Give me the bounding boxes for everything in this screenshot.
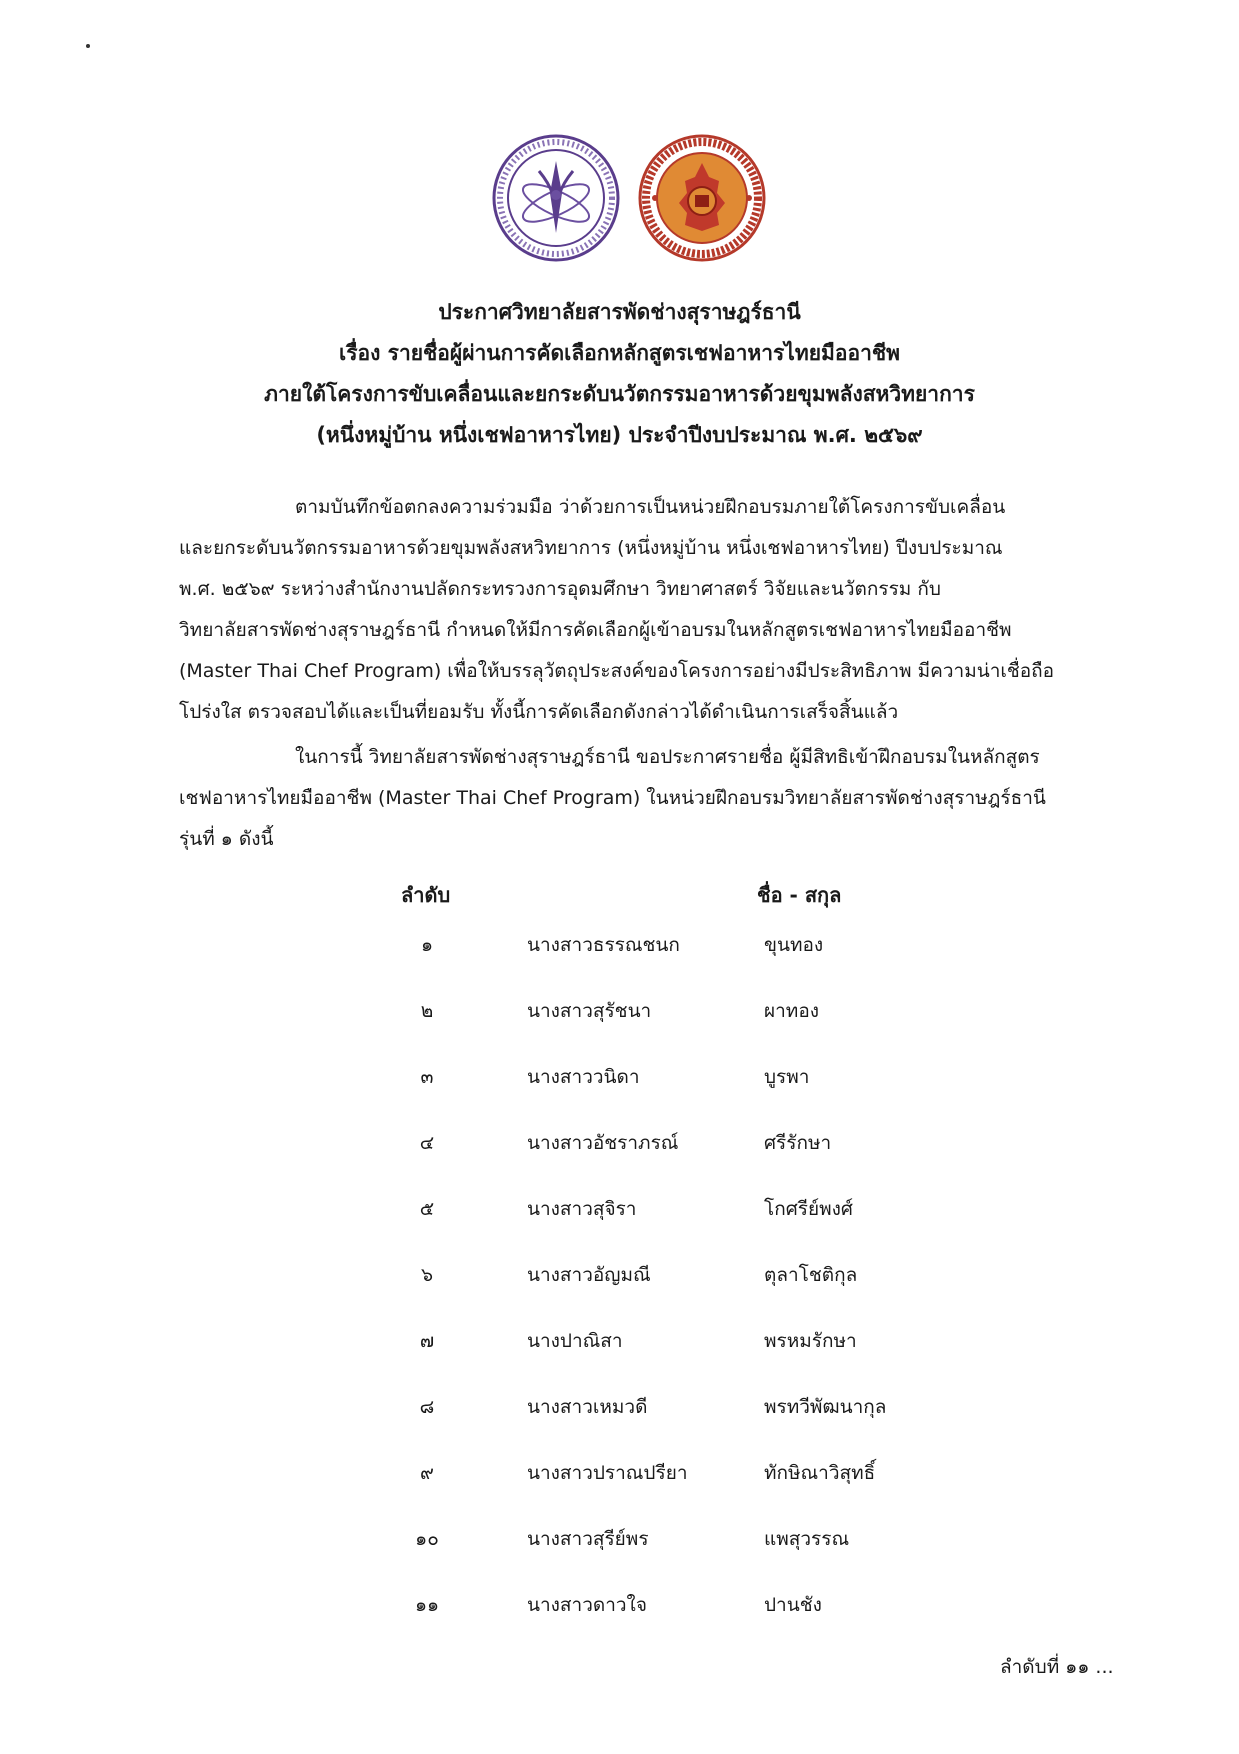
college-seal-icon	[637, 133, 767, 263]
list-item	[0, 1392, 1239, 1432]
row-first-name: นางสาวสุรีย์พร	[527, 1528, 649, 1550]
announcement-title	[0, 292, 1239, 456]
paragraph-2-line: เชฟอาหารไทยมืออาชีพ (Master Thai Chef Program) ในหน่วยฝึกอบรมวิทยาลัยสารพัดช่างสุราษฎร์ธานี	[179, 787, 1046, 809]
paragraph-2	[179, 737, 1124, 860]
row-last-name: ปานชัง	[764, 1594, 822, 1616]
list-item	[0, 1128, 1239, 1168]
row-number: ๗	[419, 1330, 435, 1352]
row-last-name: พรหมรักษา	[764, 1330, 857, 1352]
list-item	[0, 930, 1239, 970]
row-last-name: ศรีรักษา	[764, 1132, 832, 1154]
row-number: ๑๑	[414, 1594, 440, 1616]
title-line-1: ประกาศวิทยาลัยสารพัดช่างสุราษฎร์ธานี	[438, 300, 801, 324]
page-continuation: ลำดับที่ ๑๑ ...	[1000, 1656, 1114, 1678]
header-name: ชื่อ - สกุล	[757, 883, 842, 907]
paragraph-2-line: รุ่นที่ ๑ ดังนี้	[179, 828, 274, 850]
title-line-4: (หนึ่งหมู่บ้าน หนึ่งเชฟอาหารไทย) ประจำปีงบประมาณ พ.ศ. ๒๕๖๙	[316, 423, 923, 447]
list-item	[0, 1458, 1239, 1498]
title-line-3: ภายใต้โครงการขับเคลื่อนและยกระดับนวัตกรรมอาหารด้วยขุมพลังสหวิทยาการ	[264, 382, 975, 406]
row-number: ๖	[420, 1264, 434, 1286]
row-first-name: นางสาวสุจิรา	[527, 1198, 637, 1220]
row-number: ๙	[420, 1462, 434, 1484]
list-item	[0, 1326, 1239, 1366]
list-item	[0, 1194, 1239, 1234]
row-first-name: นางปาณิสา	[527, 1330, 623, 1352]
row-first-name: นางสาวอัชราภรณ์	[527, 1132, 679, 1154]
row-first-name: นางสาวสุรัชนา	[527, 1000, 652, 1022]
row-last-name: พรทวีพัฒนากุล	[764, 1396, 887, 1418]
row-last-name: ผาทอง	[764, 1000, 820, 1022]
paragraph-1-line: วิทยาลัยสารพัดช่างสุราษฎร์ธานี กำหนดให้มีการคัดเลือกผู้เข้าอบรมในหลักสูตรเชฟอาหารไทยมืออาชีพ	[179, 619, 1012, 641]
scan-speck	[86, 44, 90, 48]
paragraph-1-line: พ.ศ. ๒๕๖๙ ระหว่างสำนักงานปลัดกระทรวงการอุดมศึกษา วิทยาศาสตร์ วิจัยและนวัตกรรม กับ	[179, 578, 941, 600]
logo-row	[0, 133, 1239, 268]
paragraph-1-line: (Master Thai Chef Program) เพื่อให้บรรลุวัตถุประสงค์ของโครงการอย่างมีประสิทธิภาพ มีความน่าเชื่อถือ	[179, 660, 1055, 682]
list-item	[0, 1260, 1239, 1300]
row-number: ๕	[419, 1198, 435, 1220]
row-last-name: บูรพา	[764, 1066, 810, 1088]
row-first-name: นางสาวเหมวดี	[527, 1396, 648, 1418]
ministry-seal-logo	[491, 133, 621, 263]
paragraph-2-line: ในการนี้ วิทยาลัยสารพัดช่างสุราษฎร์ธานี ขอประกาศรายชื่อ ผู้มีสิทธิเข้าฝึกอบรมในหลักสูตร	[295, 746, 1040, 768]
row-number: ๘	[419, 1396, 435, 1418]
row-number: ๔	[419, 1132, 435, 1154]
ministry-seal-icon	[491, 133, 621, 263]
row-last-name: แพสุวรรณ	[764, 1528, 850, 1550]
row-number: ๒	[420, 1000, 434, 1022]
row-last-name: ขุนทอง	[764, 934, 824, 956]
list-item	[0, 1062, 1239, 1102]
row-last-name: ตุลาโชติกุล	[764, 1264, 858, 1286]
row-first-name: นางสาวธรรณชนก	[527, 934, 680, 956]
college-seal-logo	[637, 133, 767, 263]
paragraph-1	[179, 487, 1124, 733]
title-line-2: เรื่อง รายชื่อผู้ผ่านการคัดเลือกหลักสูตรเชฟอาหารไทยมืออาชีพ	[339, 341, 900, 365]
row-first-name: นางสาววนิดา	[527, 1066, 640, 1088]
list-item	[0, 1590, 1239, 1630]
row-number: ๑	[420, 934, 434, 956]
row-first-name: นางสาวดาวใจ	[527, 1594, 647, 1616]
paragraph-1-line: ตามบันทึกข้อตกลงความร่วมมือ ว่าด้วยการเป็นหน่วยฝึกอบรมภายใต้โครงการขับเคลื่อน	[295, 496, 1006, 518]
header-order: ลำดับ	[401, 883, 451, 907]
list-item	[0, 1524, 1239, 1564]
list-item	[0, 996, 1239, 1036]
row-number: ๓	[420, 1066, 434, 1088]
row-first-name: นางสาวปราณปรียา	[527, 1462, 688, 1484]
paragraph-1-line: และยกระดับนวัตกรรมอาหารด้วยขุมพลังสหวิทยาการ (หนึ่งหมู่บ้าน หนึ่งเชฟอาหารไทย) ปีงบประมาณ	[179, 537, 1003, 559]
paragraph-1-line: โปร่งใส ตรวจสอบได้และเป็นที่ยอมรับ ทั้งนี้การคัดเลือกดังกล่าวได้ดำเนินการเสร็จสิ้นแล้ว	[179, 701, 899, 723]
row-number: ๑๐	[415, 1528, 439, 1550]
row-last-name: ทักษิณาวิสุทธิ์	[764, 1462, 876, 1484]
row-last-name: โกศรีย์พงศ์	[764, 1198, 853, 1220]
row-first-name: นางสาวอัญมณี	[527, 1264, 651, 1286]
